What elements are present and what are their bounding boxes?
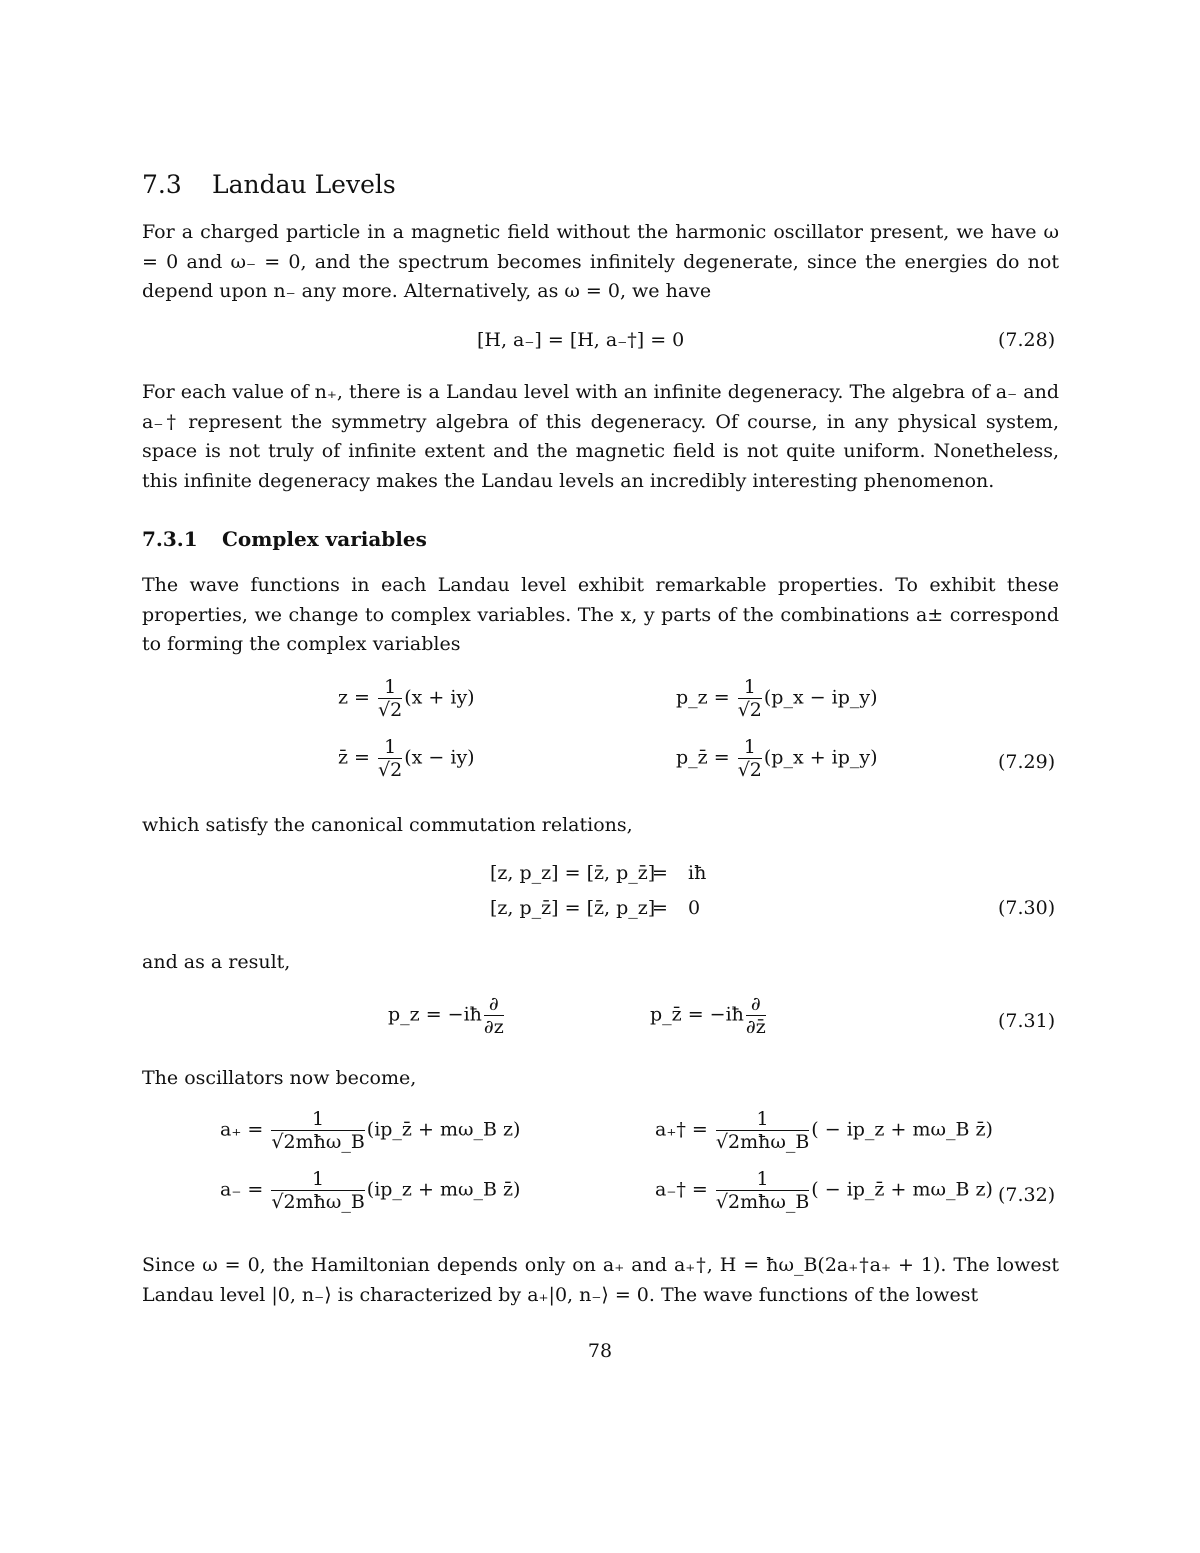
fraction-oscillator-norm: $\frac{1}{\text{√2mħω\_B}}$ <box>271 1168 365 1213</box>
fraction-oscillator-norm: $\frac{1}{\text{√2mħω\_B}}$ <box>271 1108 365 1153</box>
equation-pz-derivative: p_z = −iħ $\frac{\partial}{\partial z}$ <box>388 993 504 1038</box>
equation-a-plus: a₊ = $\frac{1}{\text{√2mħω\_B}}$ (ip_z̄ + mω_B z) <box>220 1108 521 1153</box>
section-heading <box>142 170 396 199</box>
equation-a-minus-dagger: a₋† = $\frac{1}{\text{√2mħω\_B}}$ ( − ip_z̄ + mω_B z) <box>655 1168 993 1213</box>
equation-a-minus: a₋ = $\frac{1}{\text{√2mħω\_B}}$ (ip_z + mω_B z̄) <box>220 1168 521 1213</box>
fraction-1-sqrt2: $\frac{1}{√2}$ <box>737 736 762 781</box>
equation-commutator-2-lhs: [z, p_z̄] = [z̄, p_z] <box>490 897 656 919</box>
equation-commutator-1-eq: = <box>652 862 668 884</box>
section-title: Landau Levels <box>212 170 396 199</box>
fraction-partial-zbar: $\frac{\partial}{\partial z̄}$ <box>745 993 766 1038</box>
paragraph-hamiltonian: Since ω = 0, the Hamiltonian depends only on a₊ and a₊†, H = ħω_B(2a₊†a₊ + 1). The lowest Landau level |0, n₋⟩ is characterized by a₊|0, n₋⟩ = 0. The wave functions of the lowest <box>142 1254 1059 1306</box>
section-number: 7.3 <box>142 170 182 199</box>
fraction-1-sqrt2: $\frac{1}{√2}$ <box>378 736 403 781</box>
equation-number-7-28: (7.28) <box>998 329 1056 351</box>
equation-number-7-32: (7.32) <box>998 1184 1056 1206</box>
fraction-oscillator-norm: $\frac{1}{\text{√2mħω\_B}}$ <box>715 1168 810 1213</box>
equation-zbar: z̄ = $\frac{1}{√2}$ (x − iy) <box>338 736 475 781</box>
paragraph-as-result: and as a result, <box>142 951 291 973</box>
fraction-1-sqrt2: $\frac{1}{√2}$ <box>378 676 403 721</box>
equation-commutator-1-lhs: [z, p_z] = [z̄, p_z̄] <box>490 862 656 884</box>
fraction-oscillator-norm: $\frac{1}{\text{√2mħω\_B}}$ <box>715 1108 810 1153</box>
equation-7-28: [H, a₋] = [H, a₋†] = 0 <box>477 329 685 351</box>
equation-number-7-30: (7.30) <box>998 897 1056 919</box>
paragraph-intro: For a charged particle in a magnetic field without the harmonic oscillator present, we have ω = 0 and ω₋ = 0, and the spectrum becomes infinitely degenerate, since the energies do not depend upon n₋ any more. Alternatively, as ω = 0, we have <box>142 221 1059 302</box>
equation-pzbar: p_z̄ = $\frac{1}{√2}$ (p_x + ip_y) <box>676 736 878 781</box>
equation-pz: p_z = $\frac{1}{√2}$ (p_x − ip_y) <box>676 676 878 721</box>
equation-commutator-2-eq: = <box>652 897 668 919</box>
paragraph-commutation: which satisfy the canonical commutation relations, <box>142 814 633 836</box>
equation-number-7-31: (7.31) <box>998 1010 1056 1032</box>
equation-a-plus-dagger: a₊† = $\frac{1}{\text{√2mħω\_B}}$ ( − ip_z + mω_B z̄) <box>655 1108 993 1153</box>
equation-commutator-1-rhs: iħ <box>688 862 707 884</box>
equation-z: z = $\frac{1}{√2}$ (x + iy) <box>338 676 475 721</box>
subsection-number: 7.3.1 <box>142 527 198 551</box>
subsection-title: Complex variables <box>222 527 427 551</box>
paragraph-landau-level: For each value of n₊, there is a Landau level with an infinite degeneracy. The algebra of a₋ and a₋† represent the symmetry algebra of this degeneracy. Of course, in any physical system, space is not truly of infinite extent and the magnetic field is not quite uniform. Nonetheless, this infinite degeneracy makes the Landau levels an incredibly interesting phenomenon. <box>142 381 1059 492</box>
equation-pzbar-derivative: p_z̄ = −iħ $\frac{\partial}{\partial z̄}$ <box>650 993 766 1038</box>
fraction-1-sqrt2: $\frac{1}{√2}$ <box>737 676 762 721</box>
subsection-heading <box>142 527 427 551</box>
page-number: 78 <box>587 1340 613 1362</box>
paragraph-complex-variables: The wave functions in each Landau level exhibit remarkable properties. To exhibit these properties, we change to complex variables. The x, y parts of the combinations a± correspond to forming the complex variables <box>142 574 1059 655</box>
paragraph-oscillators: The oscillators now become, <box>142 1067 417 1089</box>
fraction-partial-z: $\frac{\partial}{\partial z}$ <box>483 993 504 1038</box>
equation-number-7-29: (7.29) <box>998 751 1056 773</box>
equation-commutator-2-rhs: 0 <box>688 897 701 919</box>
